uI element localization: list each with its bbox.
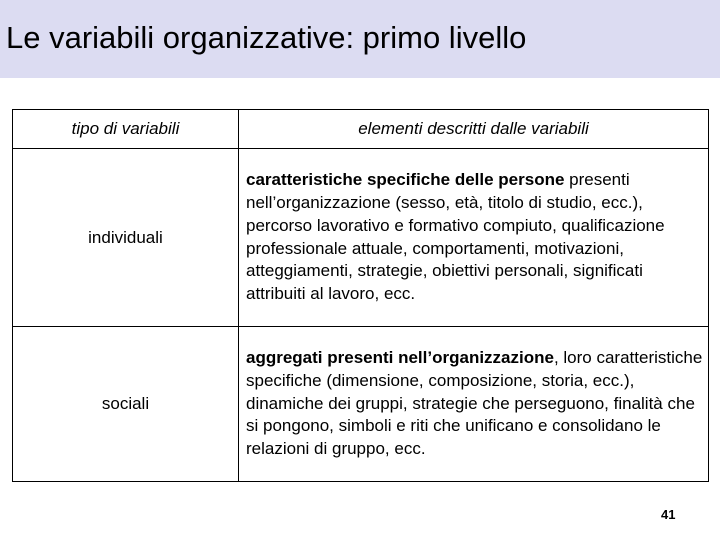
table-header-row	[13, 110, 709, 149]
variable-type-cell: individuali	[13, 149, 239, 327]
header-variable-type: tipo di variabili	[13, 110, 239, 149]
page-number: 41	[661, 507, 676, 522]
description-text: presenti nell’organizzazione (sesso, età, titolo di studio, ecc.), percorso lavorativo e formativo compiuto, qualificazione professionale attuale, comportamenti, motivazioni, atteggiamenti, strategie, obiettivi personali, significati attribuiti al lavoro, ecc.	[246, 170, 665, 303]
variables-table	[12, 109, 709, 482]
table-row	[13, 327, 709, 482]
description-bold-text: aggregati presenti nell’organizzazione	[246, 348, 554, 368]
description-bold-text: caratteristiche specifiche delle persone	[246, 170, 565, 190]
slide-title: Le variabili organizzative: primo livello	[6, 20, 527, 55]
description-text: , loro caratteristiche specifiche (dimensione, composizione, storia, ecc.), dinamiche dei gruppi, strategie che perseguono, finalità che si pongono, simboli e riti che unificano e consolidano le relazioni di gruppo, ecc.	[246, 348, 703, 459]
header-described-elements: elementi descritti dalle variabili	[239, 110, 709, 149]
table-row	[13, 149, 709, 327]
variable-description-cell	[239, 327, 709, 482]
variable-description-cell	[239, 149, 709, 327]
title-bar	[0, 0, 720, 78]
variable-type-cell: sociali	[13, 327, 239, 482]
